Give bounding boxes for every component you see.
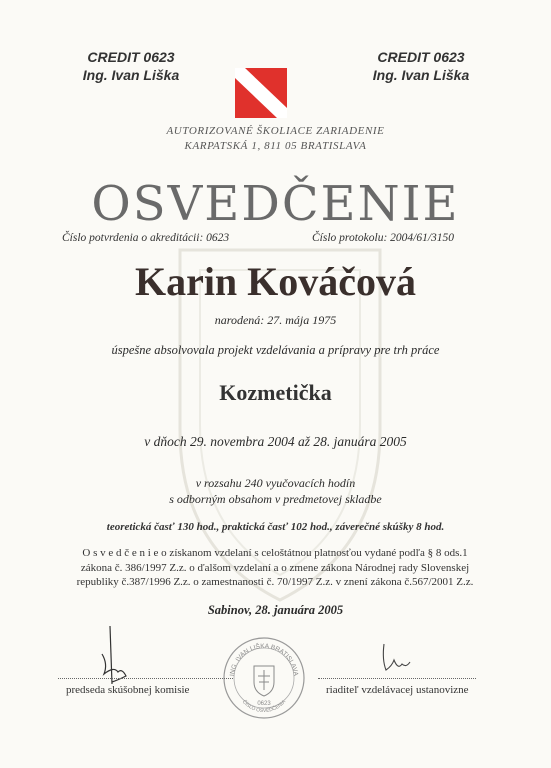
legal-line-2: zákona č. 386/1997 Z.z. o ďalšom vzdelaní a o zmene zákona Národnej rady Slovenskej — [80, 561, 470, 574]
document-title: OSVEDČENIE — [91, 176, 460, 232]
legal-line-3: republiky č.387/1996 Z.z. o zamestnanosti č. 70/1997 Z.z. v znení zákona č.567/2001 Z.z. — [76, 576, 474, 588]
completion-statement: úspešne absolvovala projekt vzdelávania a prípravy pre trh práce — [111, 343, 440, 357]
stamp-ring-text: ING. IVAN LIŠKA BRATISLAVA — [229, 642, 299, 677]
credit-name-left: Ing. Ivan Liška — [82, 67, 180, 83]
school-name: AUTORIZOVANÉ ŠKOLIACE ZARIADENIE — [166, 125, 385, 137]
stamp-bottom-text: ČÍSLO OSVEDČENIA — [240, 699, 288, 715]
course-period: v dňoch 29. novembra 2004 až 28. januára 2005 — [144, 434, 407, 449]
credit-name-right: Ing. Ivan Liška — [372, 67, 470, 83]
school-logo — [235, 68, 287, 118]
credit-number-left: CREDIT 0623 — [87, 49, 175, 65]
birth-date: narodená: 27. mája 1975 — [214, 313, 337, 327]
recipient-name: Karin Kováčová — [134, 259, 417, 304]
school-street: KARPATSKÁ 1, 811 05 BRATISLAVA — [184, 140, 367, 152]
credit-number-right: CREDIT 0623 — [377, 49, 465, 65]
signature-line-right — [318, 678, 476, 679]
official-stamp — [222, 636, 306, 720]
director-title: riaditeľ vzdelávacej ustanovizne — [326, 684, 469, 696]
accreditation-number: Číslo potvrdenia o akreditácii: 0623 — [62, 232, 230, 244]
issue-place-date: Sabinov, 28. januára 2005 — [207, 603, 344, 617]
hours-breakdown: teoretická časť 130 hod., praktická časť 102 hod., záverečné skúšky 8 hod. — [106, 521, 445, 533]
stamp-number: 0623 — [257, 701, 271, 707]
chairman-title: predseda skúšobnej komisie — [66, 684, 190, 696]
director-signature — [374, 640, 414, 676]
legal-line-1: O s v e d č e n i e o získanom vzdelaní s celoštátnou platnosťou vydané podľa § 8 ods.1 — [82, 547, 468, 559]
extent-hours: v rozsahu 240 vyučovacích hodín — [195, 476, 356, 490]
protocol-number: Číslo protokolu: 2004/61/3150 — [312, 232, 455, 244]
school-address — [0, 124, 551, 154]
extent-content: s odborným obsahom v predmetovej skladbe — [169, 492, 382, 506]
legal-basis — [40, 546, 510, 590]
occupation-title: Kozmetička — [219, 380, 332, 405]
credit-header-right — [356, 48, 486, 84]
credit-header-left — [66, 48, 196, 84]
signature-line-left — [58, 678, 233, 679]
course-extent — [0, 475, 551, 507]
